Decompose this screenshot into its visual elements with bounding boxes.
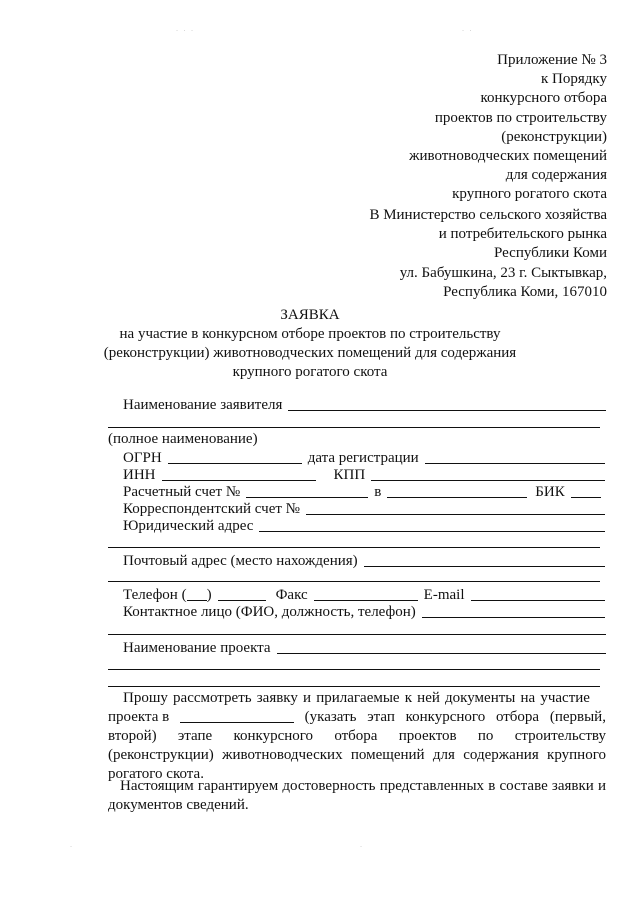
guarantee-word: достоверность bbox=[282, 778, 376, 794]
guarantee-word: и bbox=[597, 778, 606, 794]
legal-address-extra-line[interactable] bbox=[108, 547, 600, 548]
request-line-2 bbox=[108, 708, 606, 727]
request-word: по bbox=[477, 728, 494, 744]
title-heading: ЗАЯВКА bbox=[280, 307, 340, 323]
request-word: для bbox=[432, 747, 455, 763]
legal-address-field[interactable] bbox=[259, 517, 605, 532]
request-line-3 bbox=[108, 727, 606, 746]
addressee-line: ул. Бабушкина, 23 г. Сыктывкар, bbox=[399, 264, 607, 281]
guarantee-word: составе bbox=[499, 778, 548, 794]
addressee-block bbox=[369, 206, 607, 302]
kpp-label: КПП bbox=[333, 467, 366, 483]
request-text: рогатого скота. bbox=[108, 766, 204, 782]
request-word: конкурсного bbox=[405, 709, 486, 725]
account-field[interactable] bbox=[246, 483, 368, 498]
title-line: (реконструкции) животноводческих помещений для содержания bbox=[103, 345, 517, 361]
request-word: ней bbox=[417, 690, 440, 706]
phone-paren-close: ) bbox=[206, 587, 212, 603]
request-word: второй) bbox=[108, 728, 157, 744]
reg-date-field[interactable] bbox=[425, 449, 605, 464]
postal-address-extra-line[interactable] bbox=[108, 581, 600, 582]
project-name-field[interactable] bbox=[277, 639, 606, 654]
appendix-line: Приложение № 3 bbox=[497, 52, 607, 68]
guarantee-word: Настоящим bbox=[120, 778, 194, 794]
guarantee-word: заявки bbox=[551, 778, 594, 794]
request-word: и bbox=[303, 690, 312, 706]
title-line: на участие в конкурсном отборе проектов по строительству bbox=[119, 326, 501, 342]
request-line-4 bbox=[108, 746, 606, 765]
document-title bbox=[100, 306, 520, 382]
request-word: документы bbox=[445, 690, 516, 706]
scan-speck: ˙ bbox=[360, 846, 364, 852]
phone-field[interactable] bbox=[218, 586, 266, 601]
appendix-line: крупного рогатого скота bbox=[452, 186, 607, 203]
bik-field[interactable] bbox=[571, 483, 601, 498]
request-word: отбора bbox=[334, 728, 378, 744]
request-word: этапе bbox=[177, 728, 213, 744]
addressee-line: В Министерство сельского хозяйства bbox=[369, 207, 607, 223]
fax-label: Факс bbox=[275, 587, 308, 603]
project-name-extra-line-2[interactable] bbox=[108, 686, 600, 687]
full-name-note: (полное наименование) bbox=[108, 431, 258, 447]
addressee-line: и потребительского рынка bbox=[438, 226, 607, 243]
request-word: строительству bbox=[514, 728, 606, 744]
request-word: крупного bbox=[547, 747, 606, 763]
applicant-name-label: Наименование заявителя bbox=[123, 397, 283, 413]
corr-account-label: Корреспондентский счет № bbox=[123, 501, 300, 517]
bank-in-label: в bbox=[374, 484, 382, 500]
account-label: Расчетный счет № bbox=[123, 484, 241, 500]
request-word: проектов bbox=[398, 728, 457, 744]
postal-address-row bbox=[123, 551, 605, 570]
bank-field[interactable] bbox=[387, 483, 527, 498]
request-word: животноводческих bbox=[222, 747, 343, 763]
appendix-line: конкурсного отбора bbox=[480, 90, 607, 107]
bik-label: БИК bbox=[535, 484, 565, 500]
appendix-header bbox=[409, 51, 607, 205]
guarantee-word: в bbox=[488, 778, 496, 794]
request-word: (указать bbox=[304, 709, 357, 725]
request-word: отбора bbox=[495, 709, 540, 725]
applicant-name-extra-line[interactable] bbox=[108, 427, 600, 428]
ogrn-label: ОГРН bbox=[123, 450, 162, 466]
inn-field[interactable] bbox=[162, 466, 316, 481]
email-label: E-mail bbox=[423, 587, 465, 603]
project-name-extra-line-1[interactable] bbox=[108, 669, 600, 670]
reg-date-label: дата регистрации bbox=[307, 450, 419, 466]
guarantee-text: документов сведений. bbox=[108, 797, 249, 813]
applicant-name-row bbox=[123, 395, 606, 414]
addressee-line: Республика Коми, 167010 bbox=[443, 283, 607, 300]
corr-account-field[interactable] bbox=[306, 500, 605, 515]
phone-code-field[interactable] bbox=[187, 586, 207, 601]
stage-field[interactable] bbox=[180, 708, 294, 723]
request-word: помещений bbox=[350, 747, 425, 763]
contact-extra-line[interactable] bbox=[108, 634, 606, 635]
request-paragraph bbox=[108, 689, 606, 784]
guarantee-line-2 bbox=[108, 796, 606, 815]
inn-label: ИНН bbox=[123, 467, 156, 483]
request-word: участие bbox=[540, 690, 590, 706]
contact-row bbox=[123, 602, 605, 621]
scan-speck: ˙ ˙ bbox=[462, 30, 474, 36]
appendix-line: для содержания bbox=[505, 167, 607, 184]
postal-address-label: Почтовый адрес (место нахождения) bbox=[123, 553, 358, 569]
appendix-line: проектов по строительству bbox=[434, 109, 607, 126]
phone-label: Телефон ( bbox=[123, 587, 187, 603]
request-word: этап bbox=[367, 709, 395, 725]
project-name-row bbox=[123, 638, 606, 657]
scan-speck: ˙ ˙ ˙ bbox=[176, 30, 195, 36]
email-field[interactable] bbox=[471, 586, 606, 601]
contact-label: Контактное лицо (ФИО, должность, телефон) bbox=[123, 604, 416, 620]
appendix-line: (реконструкции) bbox=[501, 128, 607, 145]
guarantee-paragraph bbox=[108, 777, 606, 815]
title-line: крупного рогатого скота bbox=[232, 364, 388, 380]
request-word: к bbox=[404, 690, 413, 706]
guarantee-line-1 bbox=[108, 777, 606, 796]
appendix-line: животноводческих помещений bbox=[409, 148, 607, 165]
postal-address-field[interactable] bbox=[364, 552, 605, 567]
addressee-line: Республики Коми bbox=[494, 245, 607, 262]
kpp-field[interactable] bbox=[371, 466, 605, 481]
full-name-note-row bbox=[108, 429, 258, 448]
ogrn-field[interactable] bbox=[168, 449, 302, 464]
guarantee-word: гарантируем bbox=[197, 778, 279, 794]
appendix-line: к Порядку bbox=[541, 71, 607, 88]
applicant-name-field[interactable] bbox=[288, 396, 606, 411]
request-word: содержания bbox=[463, 747, 539, 763]
request-text: проекта в bbox=[108, 709, 170, 725]
scan-speck: ˙ bbox=[70, 846, 74, 852]
request-word: на bbox=[520, 690, 536, 706]
request-word: конкурсного bbox=[233, 728, 314, 744]
legal-address-label: Юридический адрес bbox=[123, 518, 254, 534]
contact-field[interactable] bbox=[422, 603, 605, 618]
request-word: (первый, bbox=[549, 709, 606, 725]
legal-address-row bbox=[123, 516, 605, 535]
guarantee-word: представленных bbox=[379, 778, 485, 794]
request-word: заявку bbox=[256, 690, 298, 706]
request-word: Прошу bbox=[123, 690, 168, 706]
request-word: прилагаемые bbox=[316, 690, 400, 706]
request-line-1 bbox=[108, 689, 590, 708]
request-word: (реконструкции) bbox=[108, 747, 214, 763]
fax-field[interactable] bbox=[314, 586, 418, 601]
project-name-label: Наименование проекта bbox=[123, 640, 271, 656]
request-word: рассмотреть bbox=[173, 690, 252, 706]
